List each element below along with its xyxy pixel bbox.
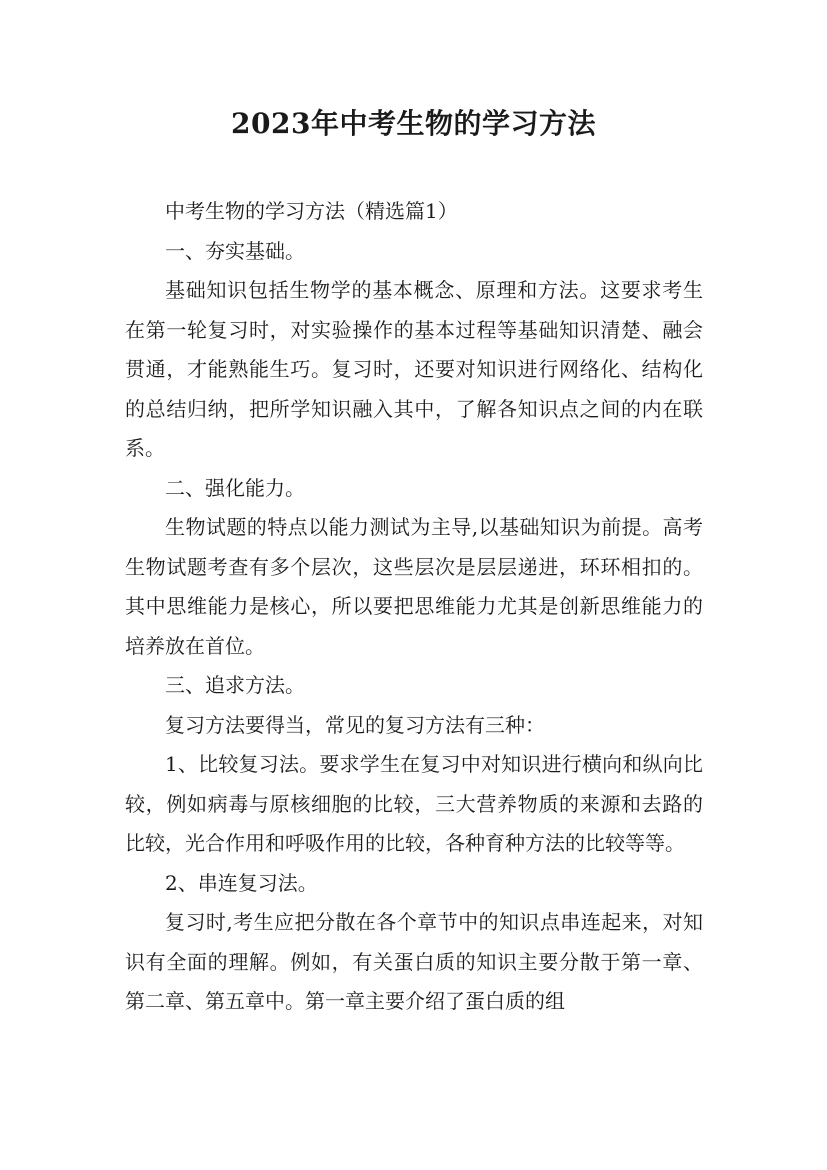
paragraph: 复习时,考生应把分散在各个章节中的知识点串连起来，对知识有全面的理解。例如，有关蛋白质的知识主要分散于第一章、第二章、第五章中。第一章主要介绍了蛋白质的组 <box>125 910 703 1013</box>
paragraph-heading-1: 一、夯实基础。 <box>165 238 305 263</box>
document-body <box>125 192 703 1022</box>
document-title: 2023年中考生物的学习方法 <box>231 107 596 140</box>
paragraph: 基础知识包括生物学的基本概念、原理和方法。这要求考生在第一轮复习时，对实验操作的基本过程等基础知识清楚、融会贯通，才能熟能生巧。复习时，还要对知识进行网络化、结构化的总结归纳，把所学知识融入其中，了解各知识点之间的内在联系。 <box>125 278 703 460</box>
paragraph-heading-2: 二、强化能力。 <box>165 475 305 500</box>
paragraph-list-item-2: 2、串连复习法。 <box>165 870 318 895</box>
paragraph: 生物试题的特点以能力测试为主导,以基础知识为前提。高考生物试题考查有多个层次，这些层次是层层递进，环环相扣的。其中思维能力是核心，所以要把思维能力尤其是创新思维能力的培养放在首位。 <box>125 515 703 658</box>
paragraph: 复习方法要得当，常见的复习方法有三种： <box>165 712 545 737</box>
paragraph-list-item-1: 1、比较复习法。要求学生在复习中对知识进行横向和纵向比较，例如病毒与原核细胞的比较，三大营养物质的来源和去路的比较，光合作用和呼吸作用的比较，各种育种方法的比较等等。 <box>125 752 703 855</box>
paragraph-heading-3: 三、追求方法。 <box>165 673 305 697</box>
paragraph-section-heading: 中考生物的学习方法（精选篇1） <box>165 199 458 223</box>
